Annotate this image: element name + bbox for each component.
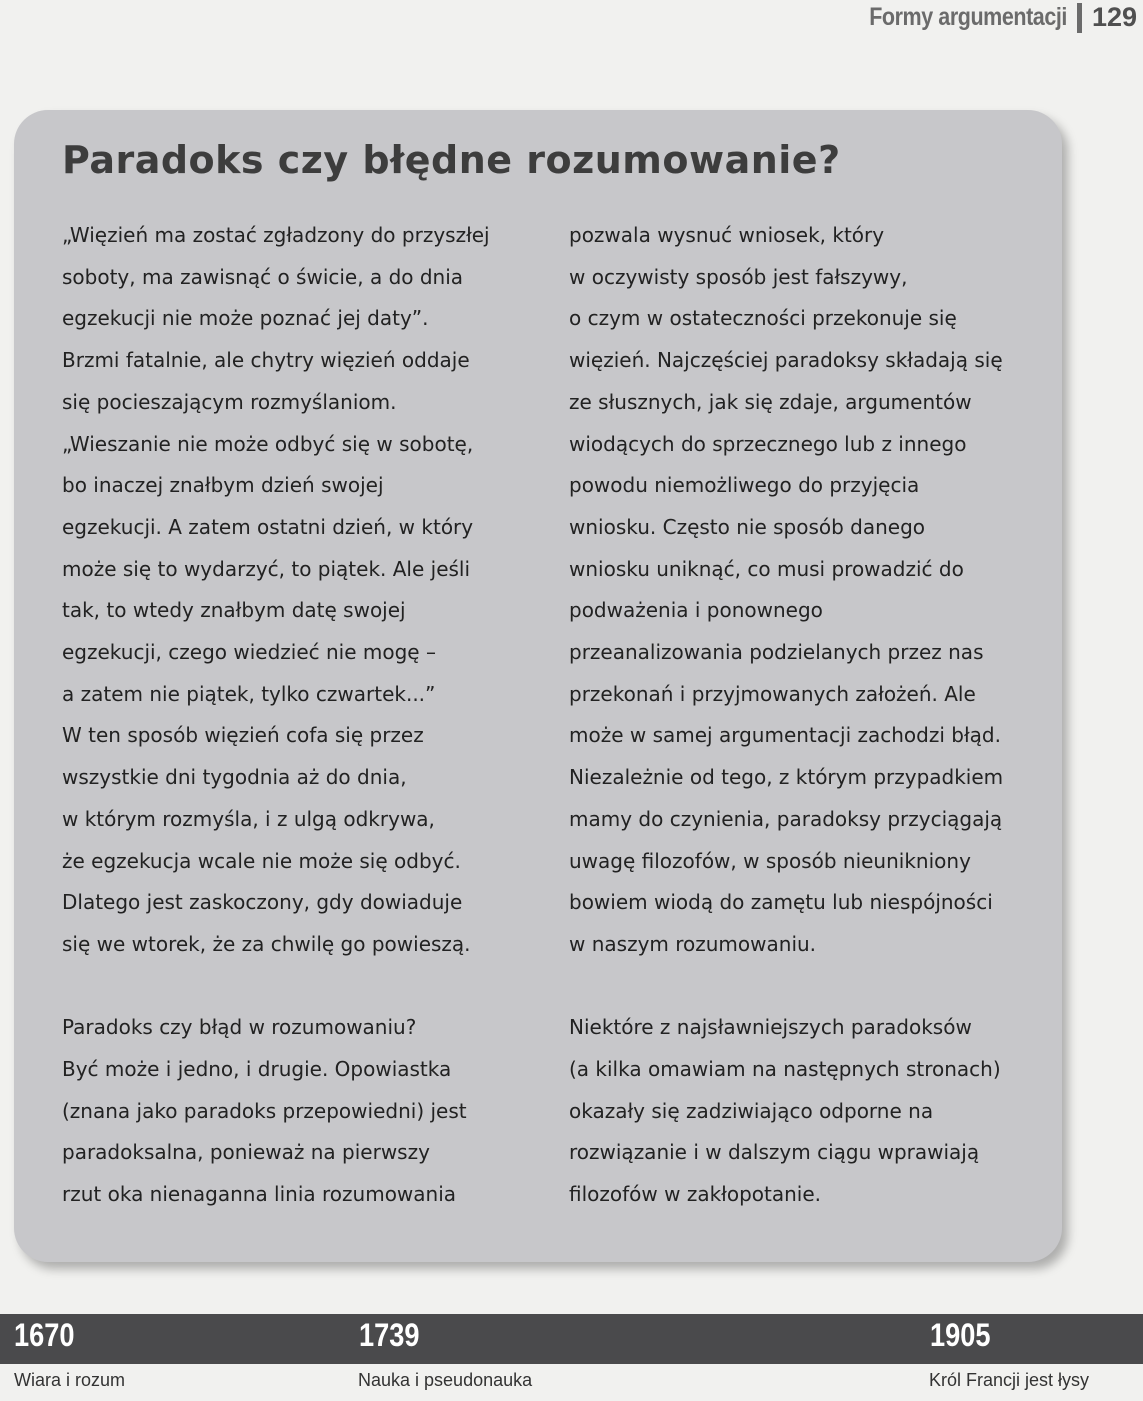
text-line: się we wtorek, że za chwilę go powieszą. — [62, 931, 471, 956]
paragraph-gap — [62, 966, 532, 1008]
header-divider — [1077, 3, 1082, 33]
box-title: Paradoks czy błędne rozumowanie? — [62, 138, 841, 182]
left-column — [62, 215, 532, 1216]
text-line: mamy do czynienia, paradoksy przyciągają — [569, 806, 1003, 831]
text-line: bo inaczej znałbym dzień swojej — [62, 473, 384, 498]
timeline-event-label: Król Francji jest łysy — [929, 1370, 1090, 1390]
text-line: rzut oka nienaganna linia rozumowania — [62, 1182, 457, 1207]
text-line: filozofów w zakłopotanie. — [569, 1182, 822, 1207]
text-line: rozwiązanie i w dalszym ciągu wprawiają — [569, 1140, 980, 1165]
text-line: ze słusznych, jak się zdaje, argumentów — [569, 389, 972, 414]
text-line: soboty, ma zawisnąć o świcie, a do dnia — [62, 264, 464, 289]
text-line: może w samej argumentacji zachodzi błąd. — [569, 723, 1001, 748]
timeline-event-label: Nauka i pseudonauka — [358, 1370, 533, 1390]
timeline-year: 1905 — [930, 1317, 991, 1353]
text-line: egzekucji, czego wiedzieć nie mogę – — [62, 640, 436, 665]
text-line: Brzmi fatalnie, ale chytry więzień oddaje — [62, 348, 470, 373]
text-line: więzień. Najczęściej paradoksy składają się — [569, 348, 1003, 373]
text-line: „Wieszanie nie może odbyć się w sobotę, — [62, 431, 474, 456]
page-header — [837, 2, 1137, 33]
right-column — [569, 215, 1039, 1216]
text-line: egzekucji nie może poznać jej daty”. — [62, 306, 429, 331]
text-line: Być może i jedno, i drugie. Opowiastka — [62, 1057, 452, 1082]
text-line: egzekucji. A zatem ostatni dzień, w który — [62, 514, 474, 539]
page-number: 129 — [1091, 2, 1137, 32]
text-line: (znana jako paradoks przepowiedni) jest — [62, 1098, 467, 1123]
text-line: (a kilka omawiam na następnych stronach) — [569, 1057, 1001, 1082]
text-line: może się to wydarzyć, to piątek. Ale jeśli — [62, 556, 471, 581]
timeline-event-label: Wiara i rozum — [14, 1370, 126, 1390]
text-line: Paradoks czy błąd w rozumowaniu? — [62, 1015, 417, 1040]
text-line: w oczywisty sposób jest fałszywy, — [569, 264, 908, 289]
text-line: wniosku. Często nie sposób danego — [569, 514, 926, 539]
text-line: wiodących do sprzecznego lub z innego — [569, 431, 967, 456]
text-line: okazały się zadziwiająco odporne na — [569, 1098, 934, 1123]
text-line: uwagę filozofów, w sposób nieunikniony — [569, 848, 971, 873]
text-line: Niektóre z najsławniejszych paradoksów — [569, 1015, 972, 1040]
text-line: wniosku uniknąć, co musi prowadzić do — [569, 556, 964, 581]
text-line: pozwala wysnuć wniosek, który — [569, 223, 885, 247]
text-line: powodu niemożliwego do przyjęcia — [569, 473, 920, 498]
text-line: W ten sposób więzień cofa się przez — [62, 723, 424, 748]
text-line: przekonań i przyjmowanych założeń. Ale — [569, 681, 976, 706]
text-line: tak, to wtedy znałbym datę swojej — [62, 598, 406, 623]
text-line: się pocieszającym rozmyślaniom. — [62, 389, 397, 414]
text-line: w naszym rozumowaniu. — [569, 931, 817, 956]
text-line: o czym w ostateczności przekonuje się — [569, 306, 957, 331]
text-line: Dlatego jest zaskoczony, gdy dowiaduje — [62, 890, 463, 915]
text-line: wszystkie dni tygodnia aż do dnia, — [62, 765, 407, 790]
text-line: paradoksalna, ponieważ na pierwszy — [62, 1140, 430, 1165]
text-line: a zatem nie piątek, tylko czwartek...” — [62, 681, 436, 706]
sidebar-box — [14, 110, 1062, 1262]
text-line: podważenia i ponownego — [569, 598, 823, 623]
text-line: „Więzień ma zostać zgładzony do przyszłej — [62, 223, 490, 247]
timeline-year: 1739 — [359, 1317, 420, 1353]
text-line: że egzekucja wcale nie może się odbyć. — [62, 848, 461, 873]
section-title: Formy argumentacji — [869, 3, 1067, 31]
text-line: bowiem wiodą do zamętu lub niespójności — [569, 890, 993, 915]
timeline-year: 1670 — [14, 1317, 75, 1353]
text-line: przeanalizowania podzielanych przez nas — [569, 640, 984, 665]
paragraph-gap — [569, 966, 1039, 1008]
text-line: w którym rozmyśla, i z ulgą odkrywa, — [62, 806, 435, 831]
text-line: Niezależnie od tego, z którym przypadkiem — [569, 765, 1004, 790]
